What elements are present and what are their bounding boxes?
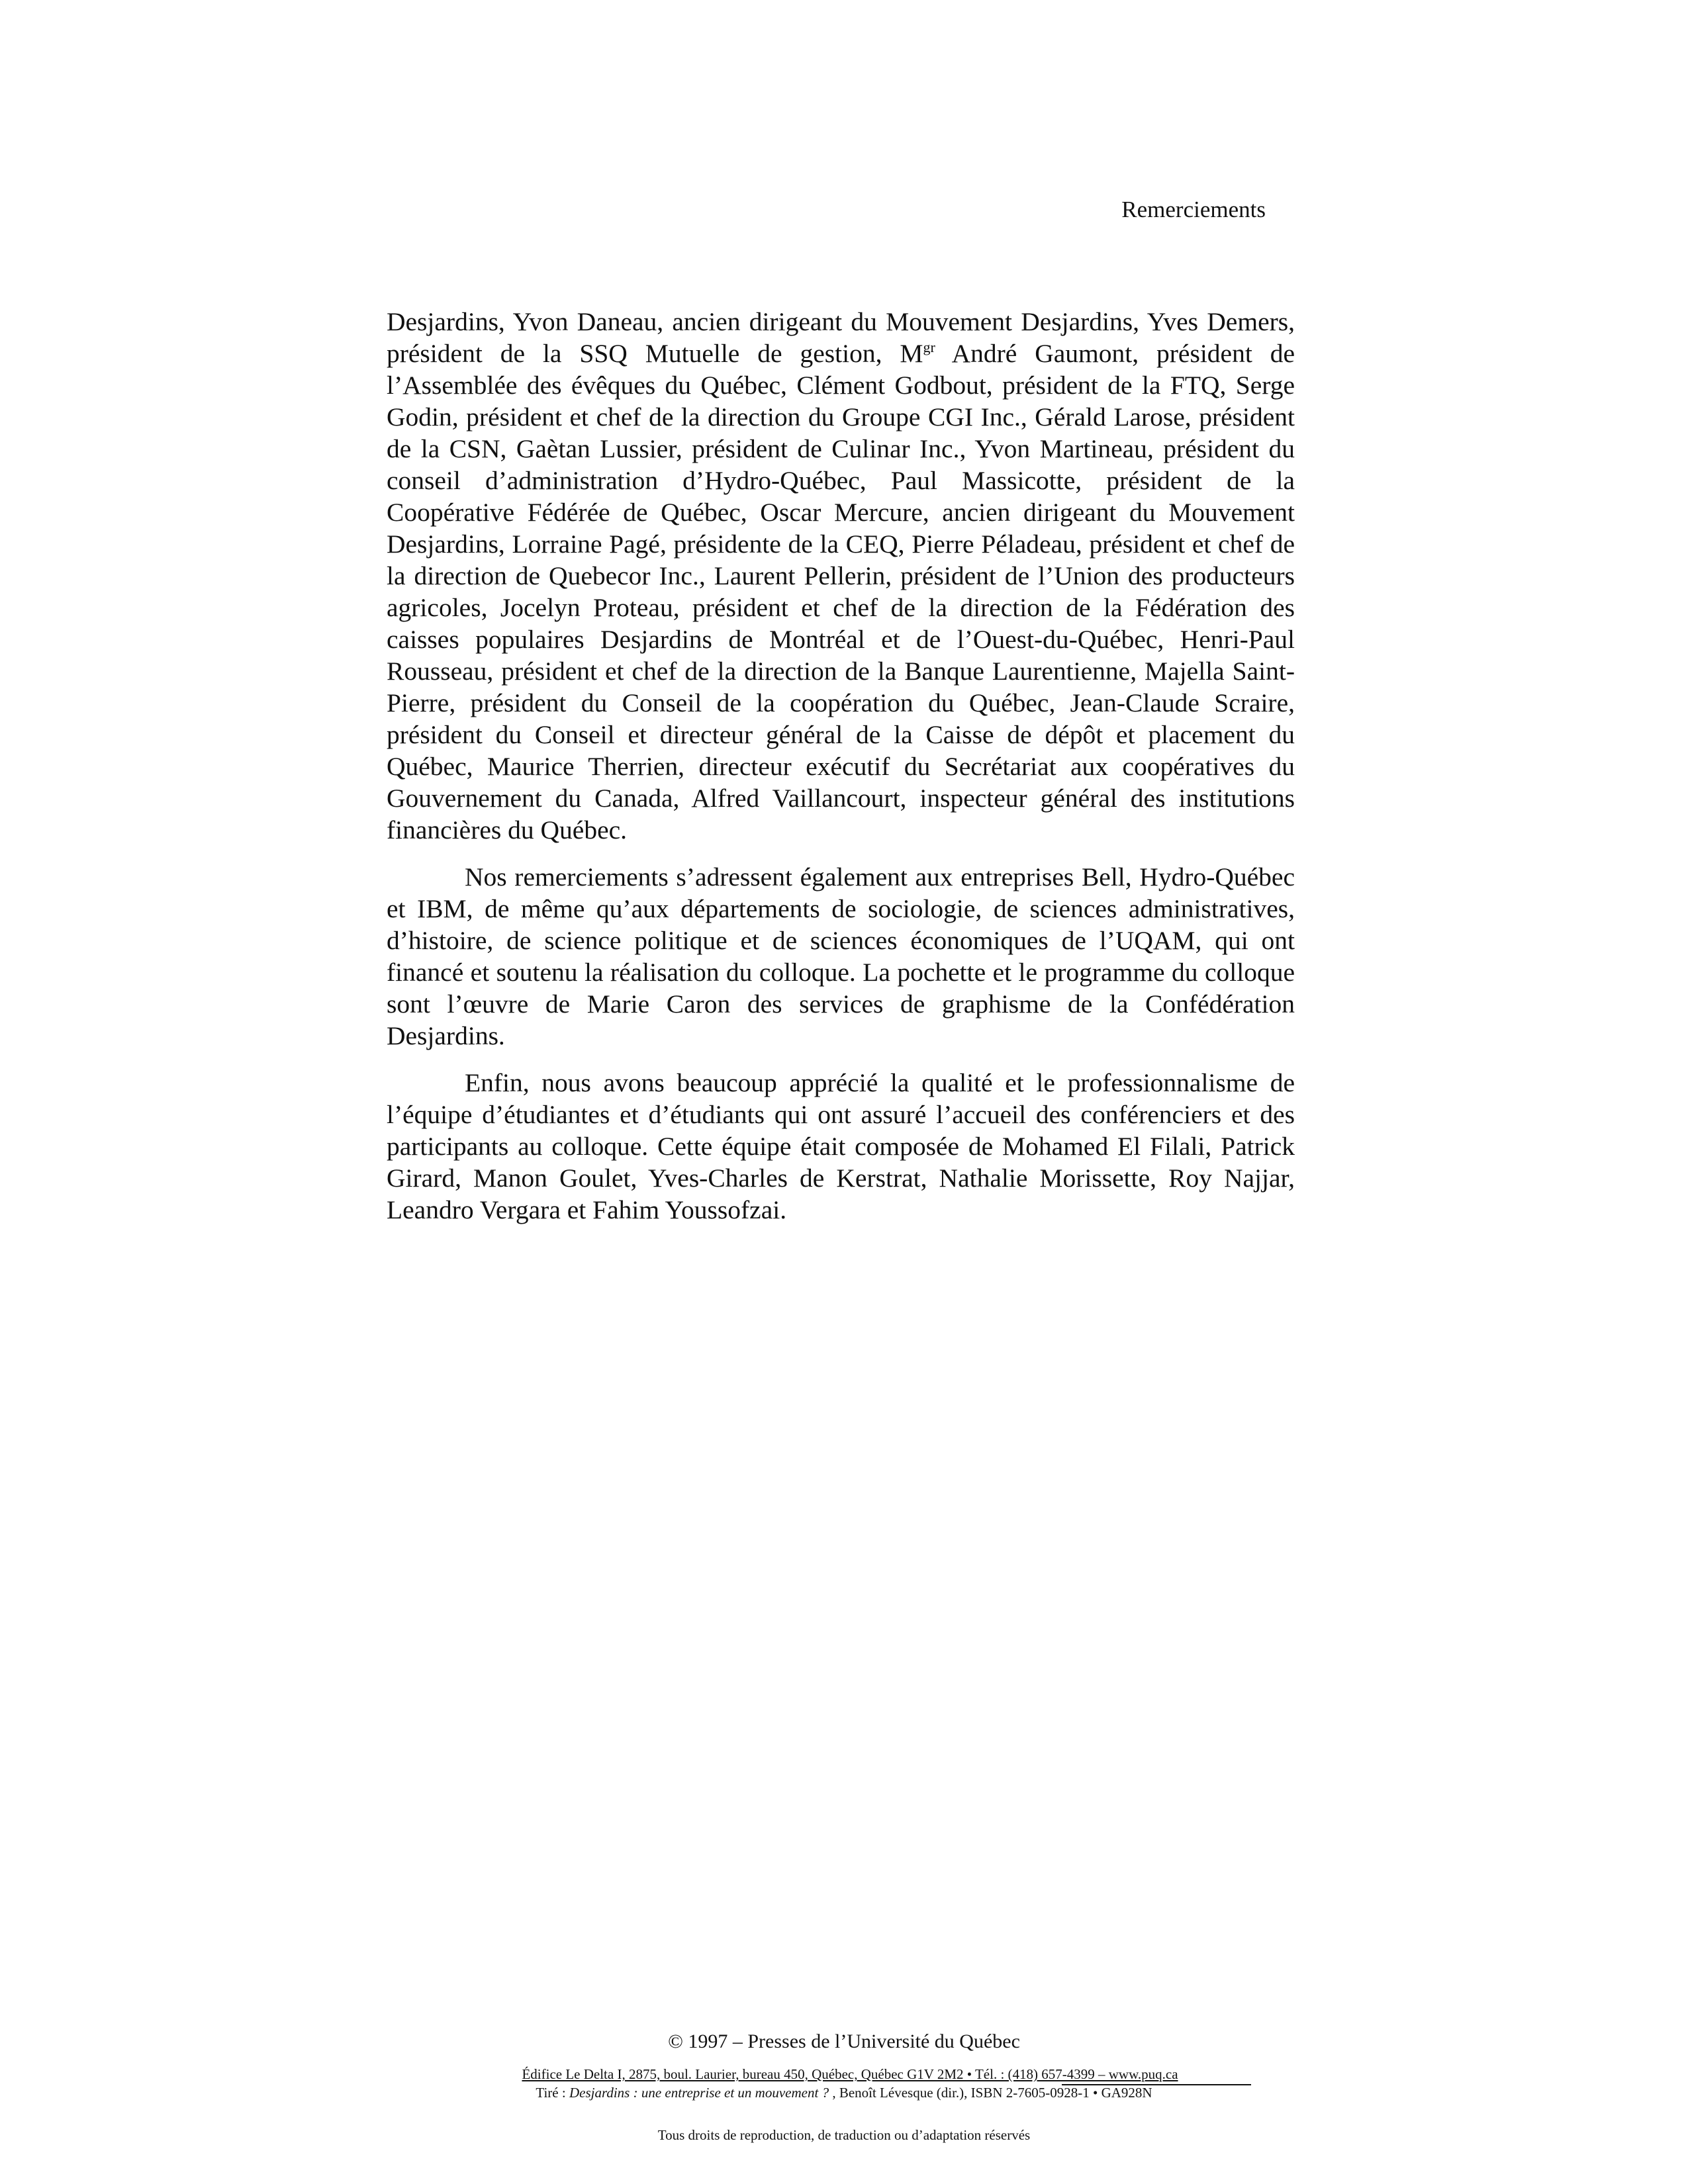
paragraph-1-text-end: André Gaumont, président de l’Assemblée des évêques du Québec, Clément Godbout, président de la FTQ, Serge Godin, président et chef de la direction du Groupe CGI Inc., Gérald Larose, président de la CSN, Gaètan Lussier, président de Culinar Inc., Yvon Martineau, président du conseil d’administration d’Hydro-Québec, Paul Massicotte, président de la Coopérative Fédérée de Québec, Oscar Mercure, ancien dirigeant du Mouvement Desjardins, Lorraine Pagé, présidente de la CEQ, Pierre Péladeau, président et chef de la direction de Quebecor Inc., Laurent Pellerin, président de l’Union des producteurs agricoles, Jocelyn Proteau, président et chef de la direction de la Fédération des caisses populaires Desjardins de Montréal et de l’Ouest-du-Québec, Henri-Paul Rousseau, président et chef de la direction de la Banque Laurentienne, Majella Saint-Pierre, président du Conseil de la coopération du Québec, Jean-Claude Scraire, président du Conseil et directeur général de la Caisse de dépôt et placement du Québec, Maurice Therrien, directeur exécutif du Secrétariat aux coopératives du Gouvernement du Canada, Alfred Vaillancourt, inspecteur général des institutions financières du Québec. bbox=[387, 339, 1295, 844]
monseigneur-superscript: gr bbox=[923, 339, 935, 355]
footer-address: Édifice Le Delta I, 2875, boul. Laurier, bureau 450, Québec, Québec G1V 2M2 • Tél. : (418) 657-4399 – www.puq.ca bbox=[522, 2066, 1178, 2082]
paragraph-student-team: Enfin, nous avons beaucoup apprécié la qualité et le professionnalisme de l’équipe d’étudiantes et d’étudiants qui ont assuré l’accueil des conférenciers et des participants au colloque. Cette équipe était composée de Mohamed El Filali, Patrick Girard, Manon Goulet, Yves-Charles de Kerstrat, Nathalie Morissette, Roy Najjar, Leandro Vergara et Fahim Youssofzai. bbox=[387, 1068, 1295, 1224]
footer-book-title: Desjardins : une entreprise et un mouvement ? bbox=[569, 2085, 829, 2101]
footer-rights: Tous droits de reproduction, de traduction ou d’adaptation réservés bbox=[657, 2127, 1031, 2143]
paragraph-1-text-start: Desjardins, Yvon Daneau, ancien dirigeant du Mouvement Desjardins, Yves Demers, président de la SSQ Mutuelle de gestion, M bbox=[387, 307, 1295, 368]
paragraph-sponsors: Nos remerciements s’adressent également aux entreprises Bell, Hydro-Québec et IBM, de même qu’aux départements de sociologie, de sciences administratives, d’histoire, de science politique et de sciences économiques de l’UQAM, qui ont financé et soutenu la réalisation du colloque. La pochette et le programme du colloque sont l’œuvre de Marie Caron des services de graphisme de la Confédération Desjardins. bbox=[387, 862, 1295, 1050]
footer-source bbox=[0, 2085, 1688, 2101]
footer-copyright: © 1997 – Presses de l’Université du Québec bbox=[668, 2030, 1020, 2052]
footer-source-prefix: Tiré : bbox=[536, 2085, 569, 2101]
paragraph-acknowledgements-names bbox=[387, 306, 1295, 846]
body-text bbox=[387, 306, 1295, 1241]
footer-source-details: , Benoît Lévesque (dir.), ISBN 2-7605-0928-1 • GA928N bbox=[829, 2085, 1152, 2101]
running-title: Remerciements bbox=[1121, 197, 1266, 222]
